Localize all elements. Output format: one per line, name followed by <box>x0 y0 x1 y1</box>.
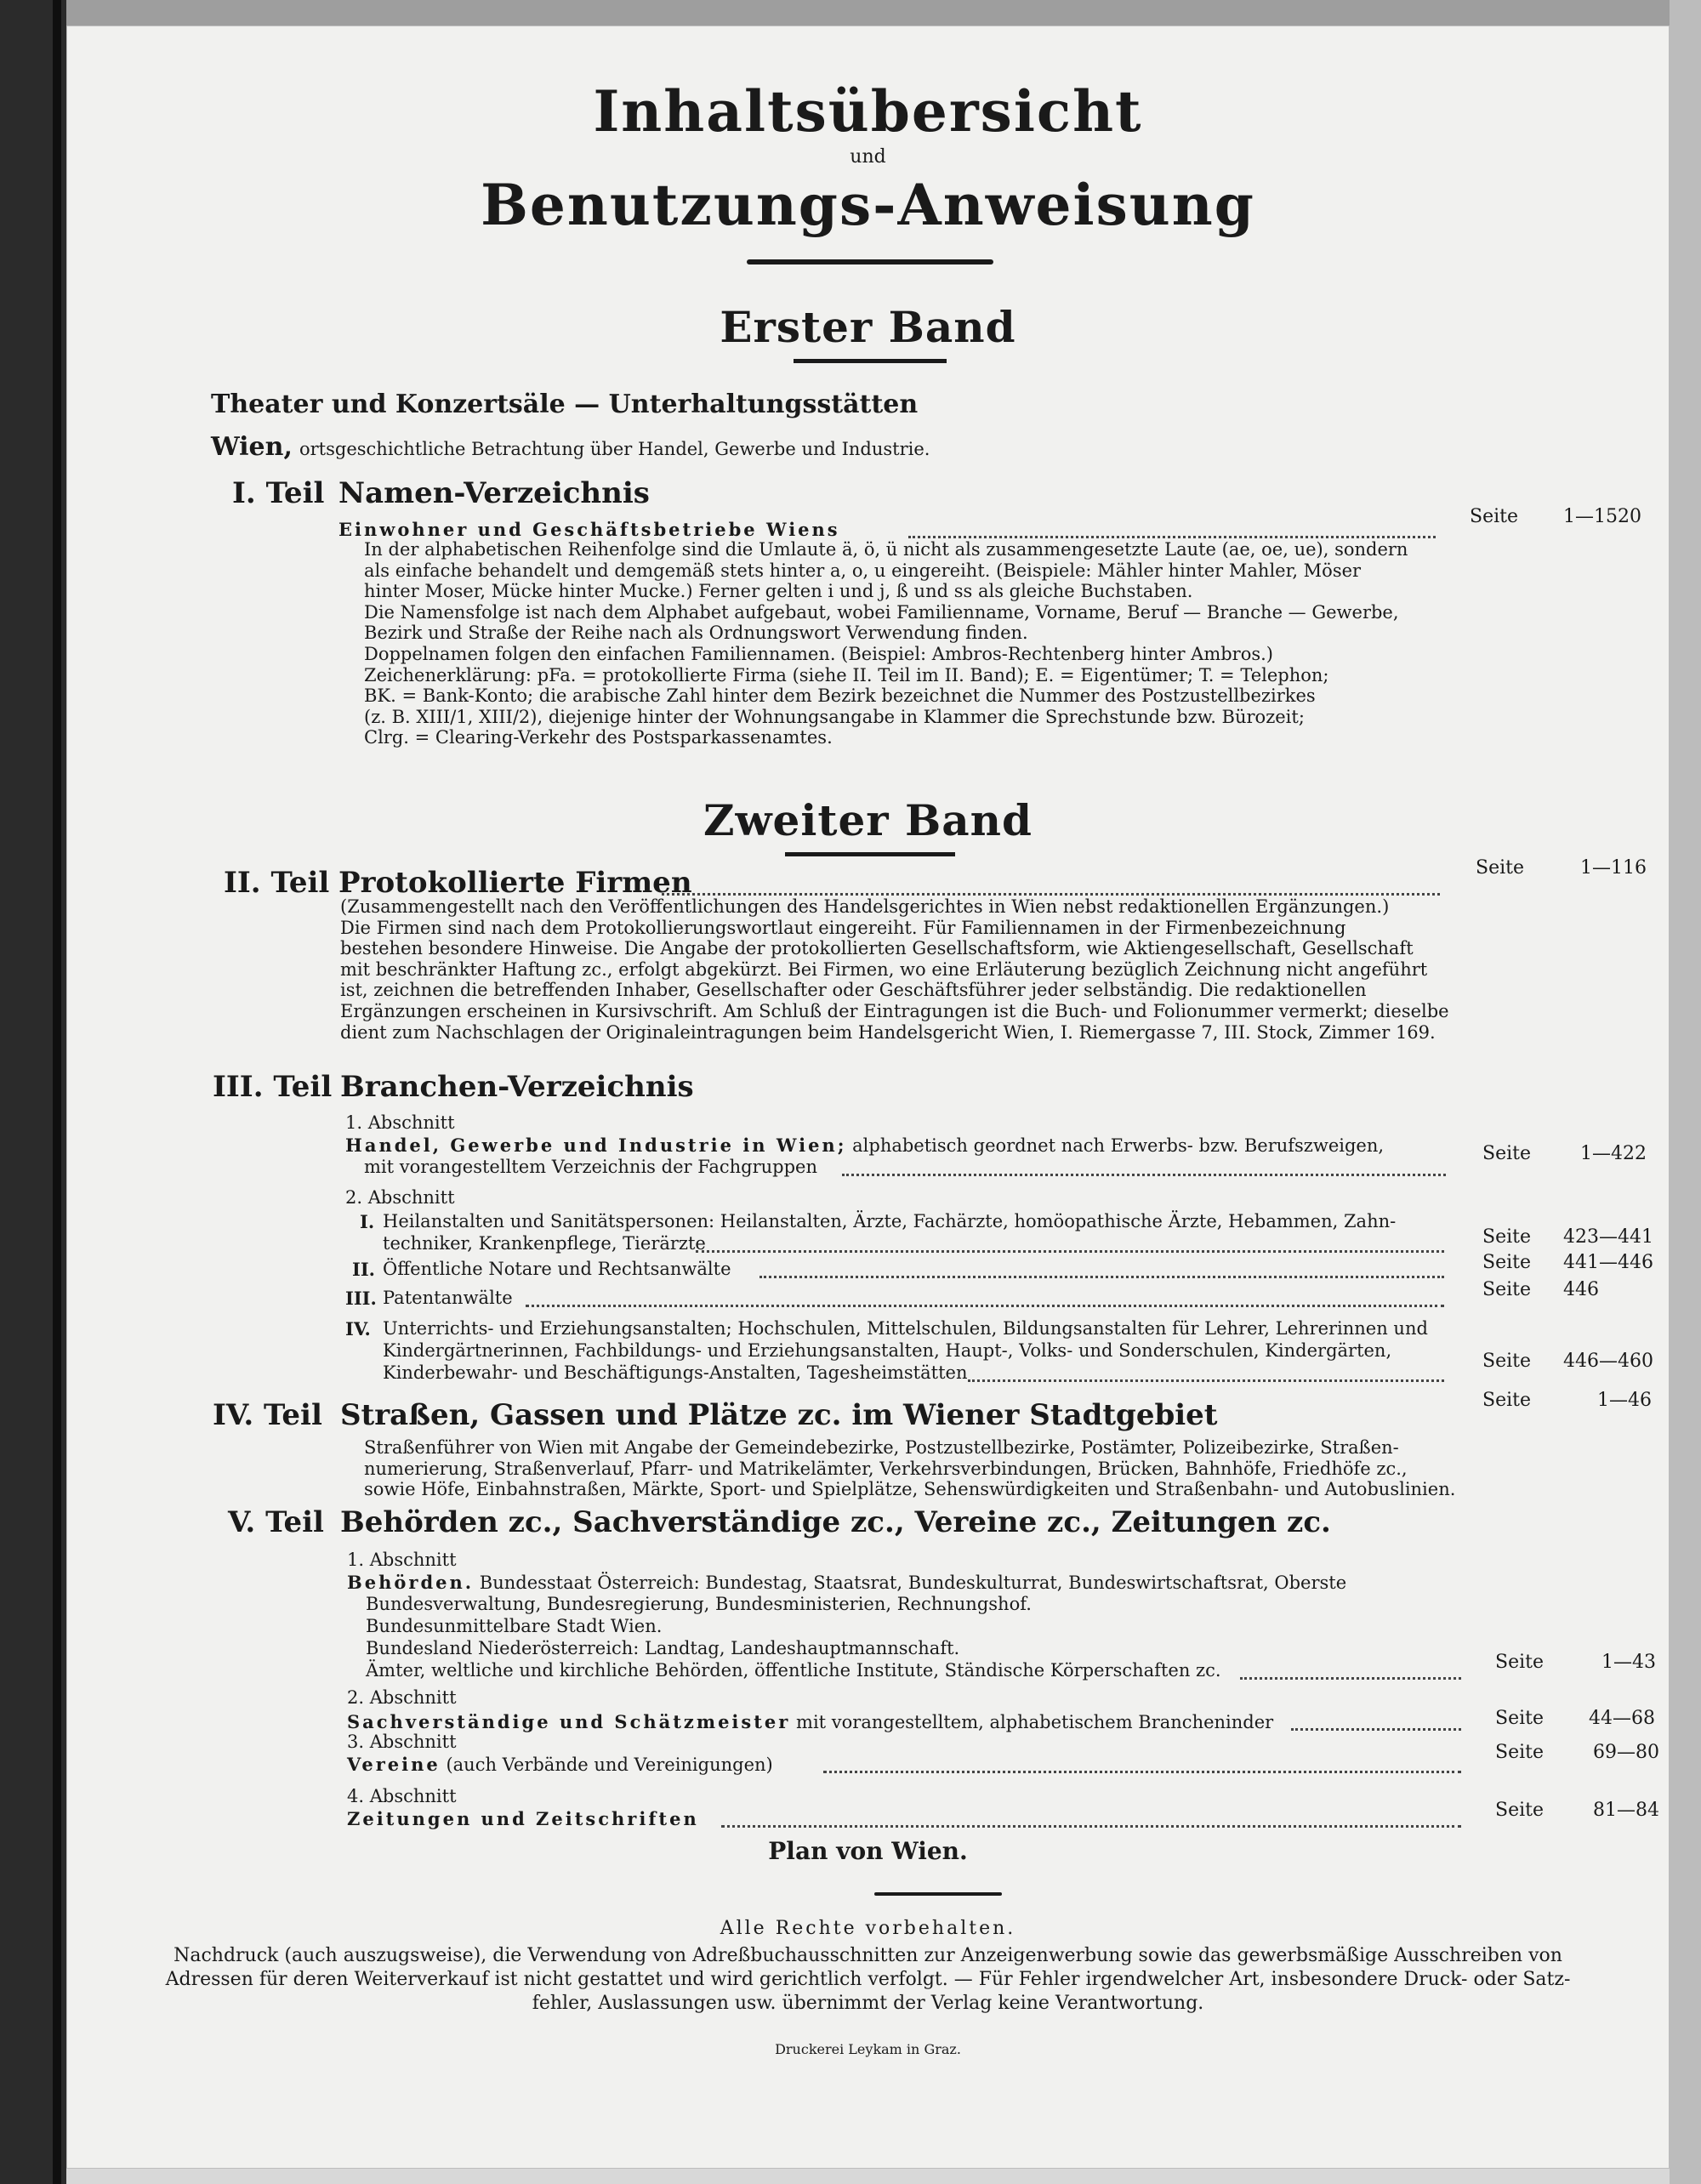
teil1-label: I. Teil <box>232 476 325 510</box>
band2-heading: Zweiter Band <box>703 795 1033 845</box>
wien-label: Wien, <box>211 432 293 462</box>
printer-imprint: Druckerei Leykam in Graz. <box>775 2041 961 2057</box>
teil2-desc-line: dient zum Nachschlagen der Originaleintragungen beim Handelsgericht Wien, I. Riemergasse 7, III. Stock, Zimmer 169. <box>340 1021 1436 1043</box>
teil3-item-line: Patentanwälte <box>383 1288 513 1308</box>
teil3-entry1-bold: Handel, Gewerbe und Industrie in Wien; <box>345 1135 847 1156</box>
teil5-behoerden-dots <box>1240 1677 1461 1680</box>
teil2-label: II. Teil <box>224 866 330 900</box>
teil3-item-pages: 441—446 <box>1563 1252 1653 1273</box>
teil1-pages: 1—1520 <box>1563 506 1641 527</box>
teil5-sach <box>347 1711 1273 1733</box>
teil5-vereine-dots <box>823 1771 1461 1773</box>
title-conjunction: und <box>850 146 886 168</box>
teil5-sach-dots <box>1291 1728 1461 1731</box>
teil3-entry1-rest: alphabetisch geordnet nach Erwerbs- bzw. Berufszweigen, <box>852 1135 1385 1156</box>
scan-right-edge <box>1670 0 1701 2184</box>
teil3-entry1-line2: mit vorangestelltem Verzeichnis der Fachgruppen <box>364 1157 818 1177</box>
teil1-desc-line: BK. = Bank-Konto; die arabische Zahl hinter dem Bezirk bezeichnet die Nummer des Postzustellbezirkes <box>364 685 1316 707</box>
teil2-desc-line: mit beschränkter Haftung zc., erfolgt abgekürzt. Bei Firmen, wo eine Erläuterung bezüglich Zeichnung nicht angeführt <box>340 958 1428 980</box>
teil5-behoerden-line: Bundesunmittelbare Stadt Wien. <box>366 1616 663 1636</box>
teil3-entry1-dots <box>842 1174 1446 1176</box>
teil3-abschnitt2: 2. Abschnitt <box>345 1187 455 1208</box>
teil3-item-num: IV. <box>345 1318 371 1339</box>
teil5-behoerden-line: Ämter, weltliche und kirchliche Behörden, öffentliche Institute, Ständische Körperschaften zc. <box>366 1660 1221 1681</box>
teil5-behoerden-pages: 1—43 <box>1601 1652 1656 1673</box>
teil5-vereine-seite: Seite <box>1495 1742 1544 1763</box>
teil3-entry1-pages: 1—422 <box>1580 1143 1647 1164</box>
teil3-item-dots <box>526 1305 1444 1307</box>
copyright-line: fehler, Auslassungen usw. übernimmt der Verlag keine Verantwortung. <box>532 1993 1204 2014</box>
scan-top-edge <box>0 0 1701 26</box>
teil3-item-seite: Seite <box>1482 1226 1531 1248</box>
teil5-zeitungen-pages: 81—84 <box>1593 1800 1659 1821</box>
page-title: Inhaltsübersicht <box>593 78 1143 145</box>
scan-left-edge <box>0 0 66 2184</box>
teil1-description <box>364 539 1504 748</box>
teil1-seite: Seite <box>1470 506 1518 527</box>
teil5-behoerden-line: Bundesland Niederösterreich: Landtag, Landeshauptmannschaft. <box>366 1638 960 1658</box>
teil4-pages: 1—46 <box>1597 1390 1652 1411</box>
teil4-desc-line: sowie Höfe, Einbahnstraßen, Märkte, Sport- und Spielplätze, Sehenswürdigkeiten und Straßenbahn- und Autobuslinien. <box>364 1479 1456 1500</box>
teil3-item-pages: 446 <box>1563 1279 1599 1300</box>
teil1-leader-dots <box>908 536 1436 538</box>
teil5-behoerden-line: Bundesverwaltung, Bundesregierung, Bundesministerien, Rechnungshof. <box>366 1594 1032 1614</box>
teil3-item-pages: 423—441 <box>1563 1226 1653 1248</box>
band2-underline <box>785 852 955 856</box>
copyright-line: Adressen für deren Weiterverkauf ist nicht gestattet und wird gerichtlich verfolgt. — Für Fehler irgendwelcher Art, insbesondere Druck- oder Satz- <box>165 1969 1571 1990</box>
teil3-item-line: Öffentliche Notare und Rechtsanwälte <box>383 1259 731 1279</box>
teil5-vereine-pages: 69—80 <box>1593 1742 1659 1763</box>
teil1-desc-line: Zeichenerklärung: pFa. = protokollierte Firma (siehe II. Teil im II. Band); E. = Eigentümer; T. = Telephon; <box>364 664 1329 685</box>
band1-section-title: Theater und Konzertsäle — Unterhaltungsstätten <box>211 390 919 419</box>
teil3-item-num: II. <box>352 1259 375 1280</box>
teil4-seite: Seite <box>1482 1390 1531 1411</box>
teil5-sach-bold: Sachverständige und Schätzmeister <box>347 1711 791 1732</box>
teil3-item-dots <box>968 1379 1444 1382</box>
teil3-item-seite: Seite <box>1482 1279 1531 1300</box>
teil5-sach-pages: 44—68 <box>1589 1708 1655 1729</box>
teil5-sach-seite: Seite <box>1495 1708 1544 1729</box>
teil1-desc-line: als einfache behandelt und demgemäß stets hinter a, o, u eingereiht. (Beispiele: Mähler hinter Mahler, Möser <box>364 560 1362 581</box>
teil3-item-seite: Seite <box>1482 1252 1531 1273</box>
teil3-item-line: Kinderbewahr- und Beschäftigungs-Anstalten, Tagesheimstätten <box>383 1362 968 1383</box>
teil2-description <box>340 896 1505 1043</box>
teil4-title: Straßen, Gassen und Plätze zc. im Wiener Stadtgebiet <box>340 1398 1218 1432</box>
plan-von-wien: Plan von Wien. <box>768 1837 968 1865</box>
teil3-item-num: I. <box>360 1211 375 1232</box>
teil5-label: V. Teil <box>228 1505 324 1539</box>
teil5-behoerden-seite: Seite <box>1495 1652 1544 1673</box>
teil5-behoerden-line1: Bundesstaat Österreich: Bundestag, Staatsrat, Bundeskulturrat, Bundeswirtschaftsrat, Oberste <box>479 1573 1347 1593</box>
copyright-notice <box>66 1944 1670 2016</box>
teil2-seite: Seite <box>1476 857 1524 879</box>
copyright-line: Nachdruck (auch auszugsweise), die Verwendung von Adreßbuchausschnitten zur Anzeigenwerbung sowie das gewerbsmäßige Ausschreiben von <box>174 1945 1562 1966</box>
teil5-abschnitt1: 1. Abschnitt <box>347 1550 457 1570</box>
teil3-item-num: III. <box>345 1288 377 1309</box>
wien-description: ortsgeschichtliche Betrachtung über Handel, Gewerbe und Industrie. <box>299 439 930 459</box>
teil5-zeitungen: Zeitungen und Zeitschriften <box>347 1808 699 1829</box>
teil5-abschnitt4: 4. Abschnitt <box>347 1786 457 1806</box>
title-divider <box>747 259 993 264</box>
teil4-label: IV. Teil <box>213 1398 322 1432</box>
teil1-desc-line: hinter Moser, Mücke hinter Mucke.) Ferner gelten i und j, ß und ss als gleiche Buchstaben. <box>364 581 1193 602</box>
teil4-desc-line: numerierung, Straßenverlauf, Pfarr- und Matrikelämter, Verkehrsverbindungen, Brücken, Bahnhöfe, Friedhöfe zc., <box>364 1458 1408 1479</box>
teil2-desc-line: ist, zeichnen die betreffenden Inhaber, Gesellschafter oder Geschäftsführer jeder selbständig. Die redaktionellen <box>340 980 1367 1001</box>
teil3-item-line: Unterrichts- und Erziehungsanstalten; Hochschulen, Mittelschulen, Bildungsanstalten für Lehrer, Lehrerinnen und <box>383 1318 1428 1339</box>
teil3-item-line: techniker, Krankenpflege, Tierärzte <box>383 1233 706 1254</box>
teil1-desc-line: Bezirk und Straße der Reihe nach als Ordnungswort Verwendung finden. <box>364 623 1028 644</box>
teil5-sach-rest: mit vorangestelltem, alphabetischem Brancheninder <box>796 1712 1274 1732</box>
teil2-desc-line: Ergänzungen erscheinen in Kursivschrift. Am Schluß der Eintragungen ist die Buch- und Folionummer vermerkt; dieselbe <box>340 1000 1449 1021</box>
band1-underline <box>794 359 947 363</box>
teil3-label: III. Teil <box>213 1070 333 1104</box>
teil3-item-dots <box>759 1276 1444 1278</box>
teil3-item-seite: Seite <box>1482 1351 1531 1372</box>
teil3-item-pages: 446—460 <box>1563 1351 1653 1372</box>
teil2-pages: 1—116 <box>1580 857 1647 879</box>
teil5-behoerden <box>347 1572 1346 1594</box>
teil3-item-dots <box>696 1250 1444 1253</box>
teil5-zeitungen-seite: Seite <box>1495 1800 1544 1821</box>
teil1-desc-line: Doppelnamen folgen den einfachen Familiennamen. (Beispiel: Ambros-Rechtenberg hinter Ambros.) <box>364 643 1274 664</box>
teil1-desc-line: Clrg. = Clearing-Verkehr des Postsparkassenamtes. <box>364 727 833 748</box>
teil3-title: Branchen-Verzeichnis <box>340 1070 694 1104</box>
teil4-desc-line: Straßenführer von Wien mit Angabe der Gemeindebezirke, Postzustellbezirke, Postämter, Polizeibezirke, Straßen- <box>364 1437 1399 1458</box>
teil3-item-line: Kindergärtnerinnen, Fachbildungs- und Erziehungsanstalten, Haupt-, Volks- und Sonderschulen, Kindergärten, <box>383 1340 1392 1361</box>
teil1-desc-line: In der alphabetischen Reihenfolge sind die Umlaute ä, ö, ü nicht als zusammengesetzte Laute (ae, oe, ue), sondern <box>364 539 1408 560</box>
teil3-item-line: Heilanstalten und Sanitätspersonen: Heilanstalten, Ärzte, Fachärzte, homöopathische Ärzte, Hebammen, Zahn- <box>383 1211 1397 1231</box>
document-page <box>66 26 1670 2169</box>
teil2-leader-dots <box>662 893 1440 896</box>
teil5-abschnitt3: 3. Abschnitt <box>347 1732 457 1752</box>
teil3-abschnitt1: 1. Abschnitt <box>345 1112 455 1133</box>
teil1-entry: Einwohner und Geschäftsbetriebe Wiens <box>338 519 840 540</box>
teil2-desc-line: Die Firmen sind nach dem Protokollierungswortlaut eingereiht. Für Familiennamen in der Firmenbezeichnung <box>340 917 1346 938</box>
teil5-zeitungen-dots <box>721 1825 1461 1828</box>
teil5-behoerden-bold: Behörden. <box>347 1572 475 1593</box>
teil1-title: Namen-Verzeichnis <box>338 476 650 510</box>
teil3-entry1 <box>345 1135 1384 1157</box>
teil4-description <box>364 1437 1550 1500</box>
teil1-desc-line: (z. B. XIII/1, XIII/2), diejenige hinter der Wohnungsangabe in Klammer die Sprechstunde bzw. Bürozeit; <box>364 706 1305 727</box>
teil2-desc-line: bestehen besondere Hinweise. Die Angabe der protokollierten Gesellschaftsform, wie Aktiengesellschaft, Gesellschaft <box>340 938 1414 959</box>
footer-divider <box>874 1892 1002 1896</box>
page-subtitle: Benutzungs-Anweisung <box>481 172 1255 238</box>
teil1-desc-line: Die Namensfolge ist nach dem Alphabet aufgebaut, wobei Familienname, Vorname, Beruf — Branche — Gewerbe, <box>364 601 1399 623</box>
teil2-title: Protokollierte Firmen <box>338 866 692 900</box>
teil5-abschnitt2: 2. Abschnitt <box>347 1687 457 1708</box>
teil5-title: Behörden zc., Sachverständige zc., Vereine zc., Zeitungen zc. <box>340 1505 1331 1539</box>
band1-heading: Erster Band <box>720 302 1016 352</box>
rights-reserved: Alle Rechte vorbehalten. <box>720 1918 1016 1939</box>
teil5-vereine-rest: (auch Verbände und Vereinigungen) <box>446 1755 773 1775</box>
teil3-entry1-seite: Seite <box>1482 1143 1531 1164</box>
teil5-vereine <box>347 1754 773 1776</box>
teil2-desc-line: (Zusammengestellt nach den Veröffentlichungen des Handelsgerichtes in Wien nebst redaktionellen Ergänzungen.) <box>340 896 1390 917</box>
teil5-vereine-bold: Vereine <box>347 1754 441 1775</box>
